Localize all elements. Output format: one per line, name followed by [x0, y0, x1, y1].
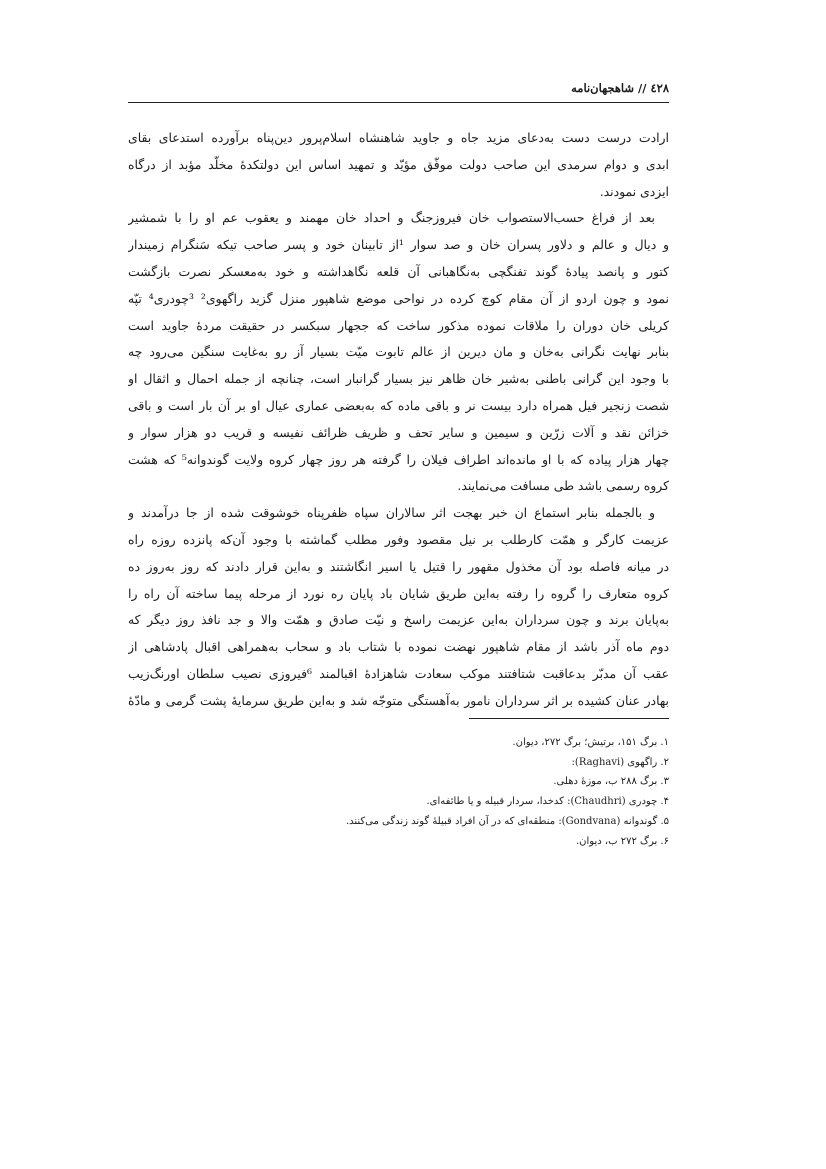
text-line: خزائن نقد و آلات زرّین و سیمین و سایر تحف و ظریف ظرائف نفیسه و قریب دو هزار سوار و — [128, 424, 669, 440]
text-line: و بالجمله بنابر استماع ان خبر بهجت اثر سالاران سپاه ظفرپناه خوشوقت شده از جا درآمدند و — [128, 505, 655, 521]
text-line: دوم ماه آذر باشد از مقام شاهپور نهضت نموده با شتاب باد و سحاب به‌همراهی اقبال پادشاهی از — [128, 639, 669, 655]
text-line: بهادر عنان کشیده بر اثر سرداران نامور به‌آهستگی متوجّه شد و به‌این طریق سرمایهٔ پشت گرمی و مادّهٔ — [128, 692, 669, 708]
text-line: شصت زنجیر فیل همراه دارد بیست نر و باقی ماده که به‌بعضی عماری عیال او بر آن بار است و باقی — [128, 397, 669, 413]
text-line: کتور و پانصد پیادهٔ گوند تفنگچی به‌نگاهبانی آن قلعه نگاهداشته و خود به‌معسکر نصرت بازگشت — [128, 263, 669, 279]
text-line: ابدی و دوام سرمدی این صاحب دولت موفّق مؤیّد و تمهید اساس این دولتکدهٔ مخلّد مؤبد از درگاه — [128, 156, 669, 172]
text-line: کروه متعارف را گروه را رفته به‌این طریق شایان باد پایان ره نورد از مرحله پیما ساخته آن راه را — [128, 585, 669, 601]
text-line: به‌پایان برند و چون سرداران به‌این عزیمت راسخ و نیّت صادق و همّت والا و جد نافذ روز دیگر که — [128, 612, 669, 628]
text-line: نمود و چون اردو از آن مقام کوچ کرده در نواحی موضع شاهپور منزل گزید راگهوی² ³چودری⁴ تپّه — [128, 290, 669, 306]
main-text — [128, 125, 669, 715]
text-line: عقب آن مدبّر بدعاقبت شتافتند موکب سعادت شاهزادهٔ اقبالمند ⁶فیروزی نصیب سلطان اورنگ‌زیب — [128, 665, 669, 681]
header-divider — [128, 102, 669, 103]
footnote-item: ۳. برگ ۲۸۸ ب، موزهٔ دهلی. — [553, 776, 669, 788]
text-line: چهار هزار پیاده که با او مانده‌اند اطراف فیلان را گرفته هر روز چهار کروه ولایت گوندوانه⁵ که هشت — [128, 451, 669, 467]
footnote-item: ۱. برگ ۱۵۱، برتیش؛ برگ ۲۷۲، دیوان. — [512, 737, 669, 748]
text-line: عزیمت کارگر و همّت کارطلب بر نیل مقصود وفور مطلب گماشته با وجود آن‌که پانزده روزه راه — [128, 531, 669, 547]
text-line: در میانه فاصله بود آن مخذول مقهور را قتیل یا اسیر انگاشتند و به‌این قرار دادند که روز به‌روز ده — [128, 558, 669, 574]
text-line: با وجود این گرانی باطنی به‌شیر خان ظاهر نیز بسیار گرانبار است، چنانچه از جمله احمال و اثقال او — [128, 371, 669, 387]
text-line: ایزدی نمودند. — [599, 183, 669, 199]
text-line: و دیال و عالم و دلاور پسران خان و صد سوار ¹از تابینان خود و پسر صاحب تیکه سَنگرام زمیندار — [128, 237, 669, 253]
footnotes — [128, 733, 669, 851]
footnote-item: ۶. برگ ۲۷۲ ب، دیوان. — [576, 835, 669, 847]
footnote-item: ۵. گوندوانه (Gondvana): منطقه‌ای که در آن افراد قبیلهٔ گوند زندگی می‌کنند. — [345, 815, 669, 827]
text-line: بنابر نهایت نگرانی به‌خان و مان دیرین از عالم تابوت میّت بسیار آز رو به‌غایت سنگین می‌رود چه — [128, 344, 669, 360]
footnote-item: ۴. چودری (Chaudhri): کدخدا، سردار قبیله و یا طائفه‌ای. — [426, 796, 669, 808]
footnote-divider — [469, 718, 669, 719]
text-line: بعد از فراغ حسب‌الاستصواب خان فیروزجنگ و احداد خان مهمند و یعقوب عم او را با شمشیر — [128, 210, 655, 226]
text-line: کریلی خان دوران را ملاقات نموده مذکور ساخت که ججهار سبکسر در حقیقت مردهٔ جاوید است — [128, 317, 669, 333]
footnote-item: ۲. راگهوی (Raghavi): — [571, 756, 669, 768]
text-line: ارادت درست دست به‌دعای مزید جاه و جاوید شاهنشاه اسلام‌پرور دین‌پناه برآورده استدعای بقای — [128, 130, 669, 145]
running-head: ٤٢٨ // شاهجهان‌نامه — [571, 81, 669, 95]
text-line: کروه رسمی باشد طی مسافت می‌نمایند. — [457, 478, 669, 494]
